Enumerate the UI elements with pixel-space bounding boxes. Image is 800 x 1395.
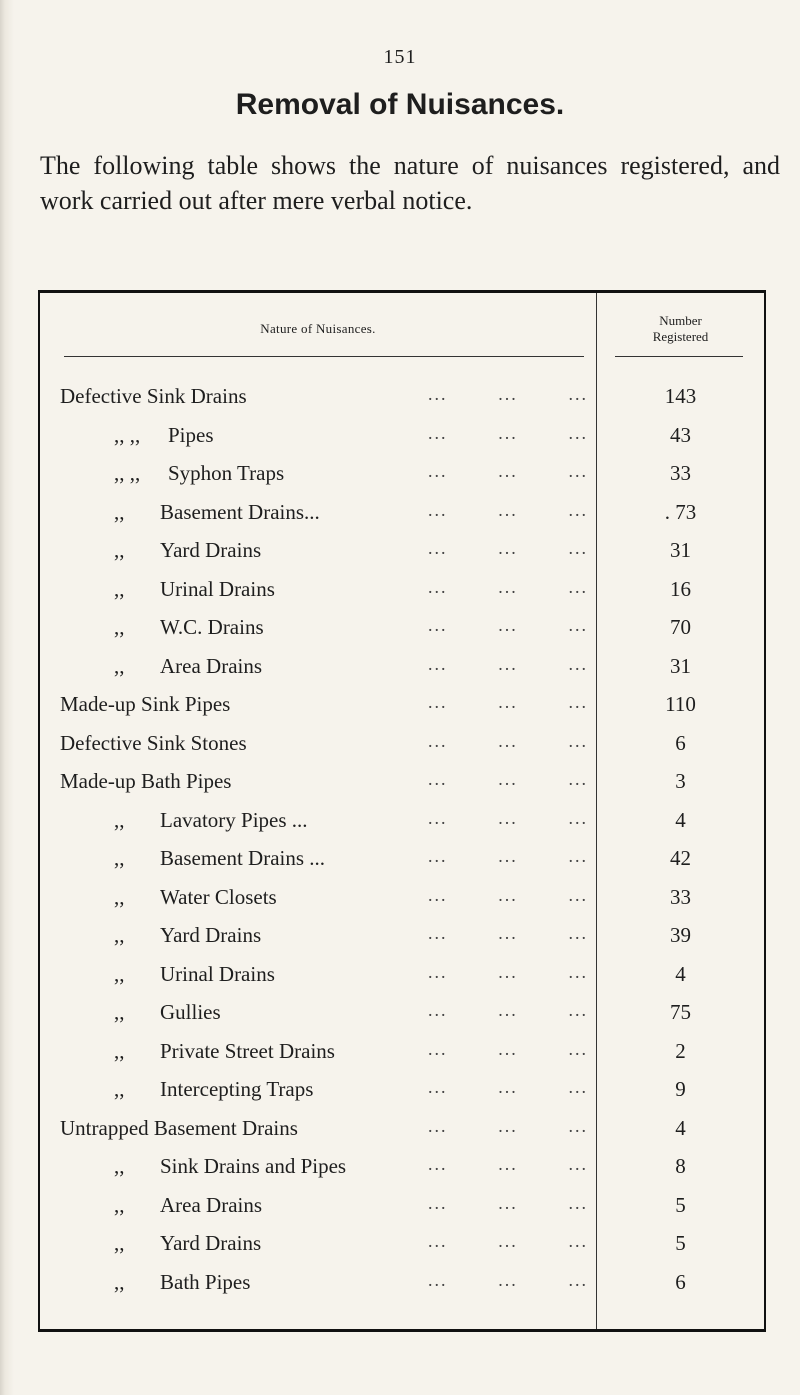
header-number-line2: Registered	[652, 329, 709, 344]
table-row	[40, 764, 764, 803]
table-row	[40, 456, 764, 495]
number-registered: 143	[664, 384, 697, 408]
number-registered: 3	[675, 769, 686, 793]
leader-dots: ... ... ...	[428, 1154, 588, 1174]
nuisance-label: Private Street Drains	[160, 1038, 335, 1063]
number-registered: 4	[675, 961, 686, 986]
number-registered: 70	[670, 615, 691, 639]
header-rule	[615, 356, 743, 357]
nuisance-label: Lavatory Pipes ...	[160, 807, 308, 832]
leader-dots: ... ... ...	[428, 884, 588, 905]
number-registered: 4	[675, 1115, 686, 1140]
ditto-mark: ,,	[114, 846, 125, 870]
leader-dots: ... ... ...	[428, 1115, 588, 1136]
header-number-registered	[597, 313, 764, 345]
ditto-mark: ,,	[114, 807, 125, 832]
table-row	[40, 1188, 764, 1227]
nuisance-label: Defective Sink Stones	[60, 730, 247, 755]
section-heading: Removal of Nuisances.	[235, 88, 565, 121]
nuisance-label: Urinal Drains	[160, 576, 275, 601]
nuisance-label: Urinal Drains	[160, 961, 275, 986]
number-registered: 6	[675, 730, 686, 755]
leader-dots: ... ... ...	[428, 1038, 588, 1059]
number-registered: 2	[675, 1038, 686, 1063]
number-registered: 33	[670, 884, 691, 909]
ditto-mark: ,,	[114, 1000, 125, 1024]
nuisance-label: Yard Drains	[160, 923, 262, 947]
table-row	[40, 1265, 764, 1304]
ditto-mark: ,,	[114, 961, 125, 986]
nuisance-label: Defective Sink Drains	[60, 384, 247, 408]
nuisance-label: Area Drains	[160, 1192, 263, 1217]
nuisance-label: Made-up Sink Pipes	[60, 692, 231, 716]
table-row	[40, 726, 764, 765]
leader-dots: ... ... ...	[428, 1077, 588, 1097]
page-number: 151	[383, 46, 417, 68]
table-row	[40, 1226, 764, 1265]
table-row	[40, 379, 764, 418]
ditto-mark: ,,	[114, 499, 125, 524]
leader-dots: ... ... ...	[428, 576, 588, 597]
number-registered: 4	[675, 807, 686, 832]
leader-dots: ... ... ...	[428, 730, 588, 751]
table-row	[40, 687, 764, 726]
number-registered: 8	[675, 1154, 686, 1178]
page-binding-edge	[0, 0, 14, 1395]
leader-dots: ... ... ...	[428, 499, 588, 520]
ditto-mark: ,,	[114, 1192, 125, 1217]
number-registered: 110	[665, 692, 696, 716]
table-row	[40, 533, 764, 572]
table-row	[40, 572, 764, 611]
nuisance-label: Sink Drains and Pipes	[160, 1154, 347, 1178]
header-number-line1: Number	[659, 313, 702, 328]
table-row	[40, 495, 764, 534]
table-row	[40, 841, 764, 880]
leader-dots: ... ... ...	[428, 461, 588, 481]
table-row	[40, 1072, 764, 1111]
nuisances-table	[38, 290, 766, 1332]
nuisance-label: Intercepting Traps	[160, 1077, 314, 1101]
leader-dots: ... ... ...	[428, 384, 588, 404]
leader-dots: ... ... ...	[428, 1192, 588, 1213]
nuisance-label: Made-up Bath Pipes	[60, 769, 232, 793]
ditto-mark: ,, ,,	[114, 461, 141, 485]
nuisance-label: Syphon Traps	[168, 461, 285, 485]
number-registered: 33	[670, 461, 691, 485]
leader-dots: ... ... ...	[428, 1231, 588, 1251]
leader-dots: ... ... ...	[428, 769, 588, 789]
ditto-mark: ,,	[114, 1154, 125, 1178]
number-registered: 31	[670, 653, 691, 678]
nuisance-label: Area Drains	[160, 653, 263, 678]
nuisance-label: Basement Drains...	[160, 499, 320, 524]
table-row	[40, 418, 764, 457]
leader-dots: ... ... ...	[428, 1000, 588, 1020]
table-body	[40, 379, 764, 1303]
table-row	[40, 880, 764, 919]
table-row	[40, 1111, 764, 1150]
leader-dots: ... ... ...	[428, 1269, 588, 1290]
header-nature-of-nuisances: Nature of Nuisances.	[260, 321, 376, 336]
nuisance-label: Pipes	[168, 422, 214, 447]
number-registered: 39	[670, 923, 691, 947]
leader-dots: ... ... ...	[428, 422, 588, 443]
leader-dots: ... ... ...	[428, 615, 588, 635]
number-registered: 6	[675, 1269, 686, 1294]
nuisance-label: Yard Drains	[160, 1231, 262, 1255]
ditto-mark: ,,	[114, 884, 125, 909]
ditto-mark: ,,	[114, 1077, 125, 1101]
number-registered: 5	[675, 1231, 686, 1255]
ditto-mark: ,,	[114, 576, 125, 601]
leader-dots: ... ... ...	[428, 692, 588, 712]
table-row	[40, 957, 764, 996]
ditto-mark: ,,	[114, 653, 125, 678]
number-registered: 5	[675, 1192, 686, 1217]
number-registered: 16	[670, 576, 691, 601]
nuisance-label: Gullies	[160, 1000, 221, 1024]
ditto-mark: ,,	[114, 1269, 125, 1294]
nuisance-label: Untrapped Basement Drains	[60, 1115, 298, 1140]
ditto-mark: ,,	[114, 615, 125, 639]
nuisance-label: Bath Pipes	[160, 1269, 251, 1294]
table-row	[40, 1034, 764, 1073]
nuisance-label: W.C. Drains	[160, 615, 264, 639]
leader-dots: ... ... ...	[428, 961, 588, 982]
ditto-mark: ,, ,,	[114, 422, 141, 447]
header-rule	[64, 356, 584, 357]
ditto-mark: ,,	[114, 1038, 125, 1063]
nuisance-label: Water Closets	[160, 884, 277, 909]
ditto-mark: ,,	[114, 1231, 125, 1255]
number-registered: 42	[670, 846, 691, 870]
table-row	[40, 610, 764, 649]
leader-dots: ... ... ...	[428, 538, 588, 558]
number-registered: 31	[670, 538, 691, 562]
leader-dots: ... ... ...	[428, 923, 588, 943]
table-row	[40, 1149, 764, 1188]
ditto-mark: ,,	[114, 538, 125, 562]
number-registered: . 73	[664, 499, 697, 524]
leader-dots: ... ... ...	[428, 653, 588, 674]
number-registered: 43	[670, 422, 691, 447]
ditto-mark: ,,	[114, 923, 125, 947]
table-row	[40, 995, 764, 1034]
leader-dots: ... ... ...	[428, 846, 588, 866]
table-row	[40, 918, 764, 957]
number-registered: 9	[675, 1077, 686, 1101]
intro-paragraph: The following table shows the nature of nuisances registered, and work carried out after mere verbal notice.	[40, 151, 780, 215]
leader-dots: ... ... ...	[428, 807, 588, 828]
table-row	[40, 649, 764, 688]
number-registered: 75	[670, 1000, 691, 1024]
nuisance-label: Basement Drains ...	[160, 846, 326, 870]
nuisance-label: Yard Drains	[160, 538, 262, 562]
table-row	[40, 803, 764, 842]
